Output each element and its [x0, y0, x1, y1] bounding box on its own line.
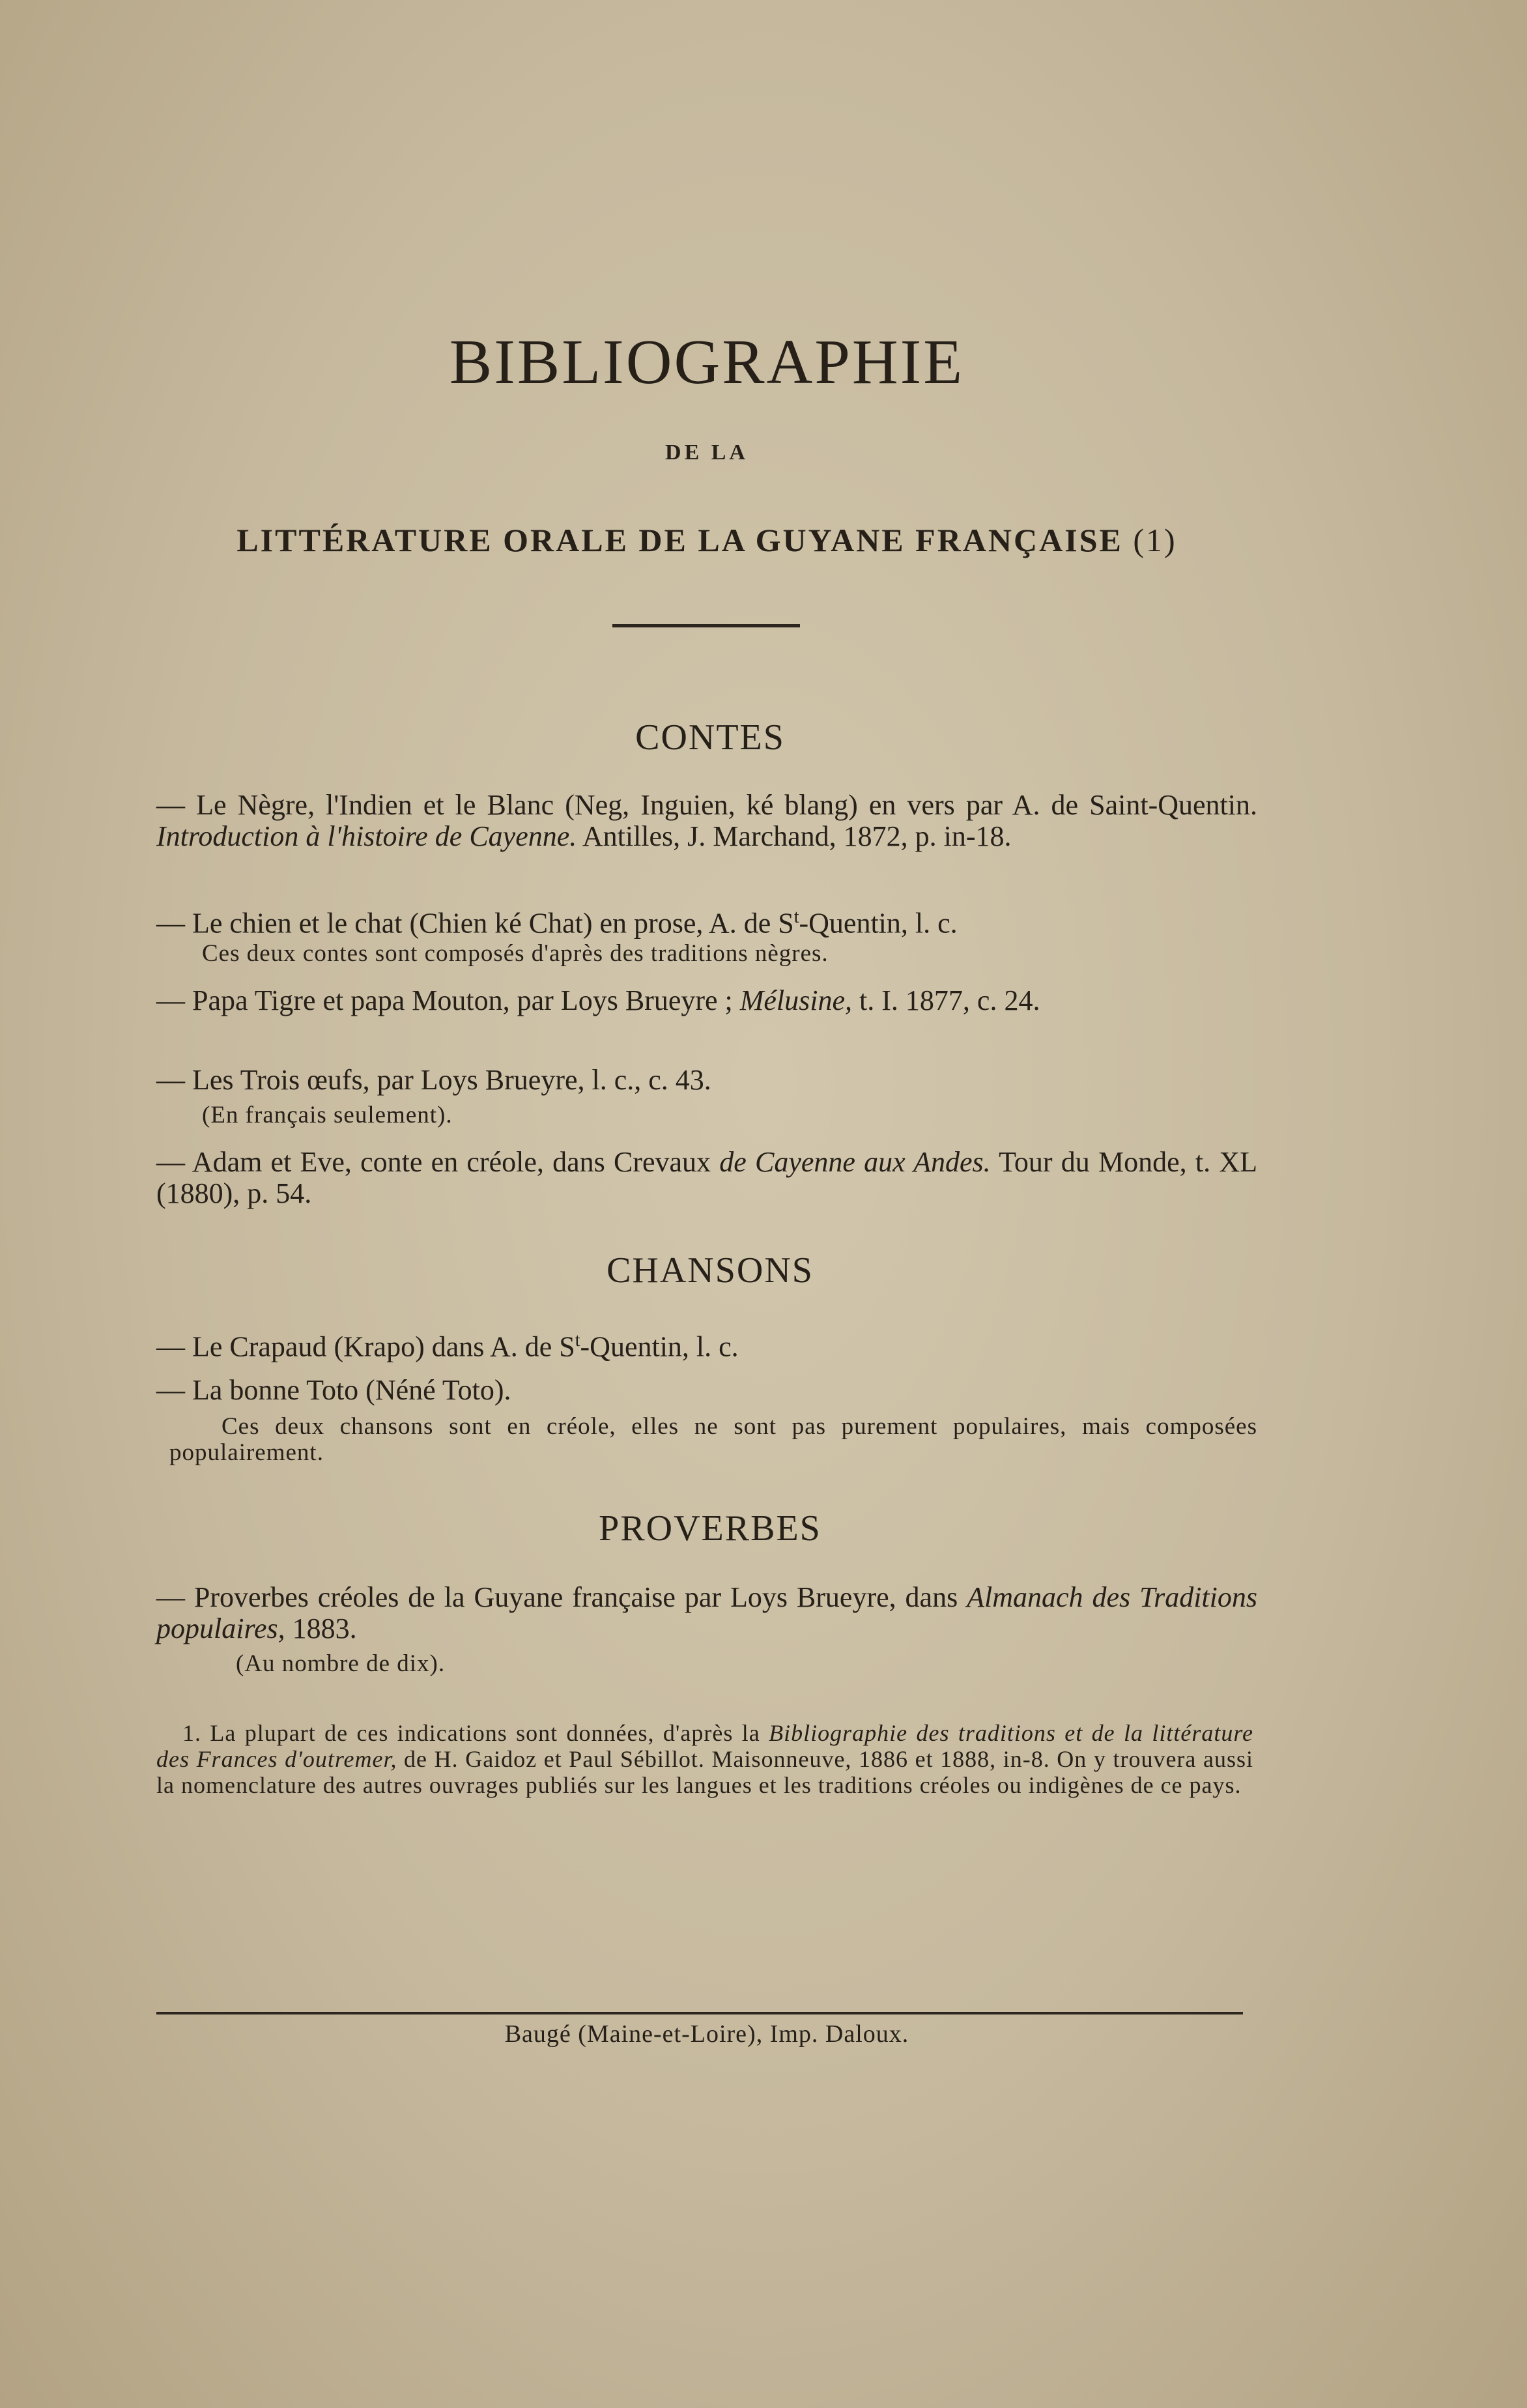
entry-text-end: Tour du Monde, t. XL (1880), p. 54.	[156, 1146, 1257, 1209]
imprint-line: Baugé (Maine-et-Loire), Imp. Daloux.	[504, 2020, 909, 2048]
section-heading-contes: CONTES	[635, 717, 785, 758]
entry-note-chansons: Ces deux chansons sont en créole, elles ne sont pas purement populaires, mais composées populairement.	[169, 1413, 1257, 1466]
entry-text: Adam et Eve, conte en créole, dans Crevaux	[192, 1146, 720, 1178]
entry-title: Mélusine,	[739, 984, 853, 1016]
footnote-text: La plupart de ces indications sont données, d'après la	[210, 1720, 769, 1746]
footnote-text-end: de H. Gaidoz et Paul Sébillot. Maisonneuve, 1886 et 1888, in-8. On y trouvera aussi la nomenclature des autres ouvrages publiés sur les langues et les traditions créoles ou indigènes de ce pays.	[156, 1746, 1253, 1798]
entry-note-proverbes: (Au nombre de dix).	[236, 1650, 446, 1677]
footnote-number: 1.	[182, 1720, 210, 1746]
entry-text: Proverbes créoles de la Guyane française par Loys Brueyre, dans	[193, 1581, 967, 1613]
entry-dash: —	[156, 1146, 192, 1178]
footnote-reference: (1)	[1133, 522, 1177, 558]
entry-text-end: t. I. 1877, c. 24.	[852, 984, 1040, 1016]
entry-dash: —	[156, 1374, 192, 1406]
entry-text: La bonne Toto (Néné Toto).	[192, 1374, 511, 1406]
entry-chansons-2	[156, 1375, 1257, 1406]
entry-dash: —	[156, 1064, 192, 1096]
entry-text: Papa Tigre et papa Mouton, par Loys Brueyre ;	[192, 984, 740, 1016]
section-heading-proverbes: PROVERBES	[599, 1508, 821, 1549]
entry-dash: —	[156, 984, 192, 1016]
imprint-divider	[156, 2012, 1243, 2014]
entry-title: de Cayenne aux Andes.	[719, 1146, 991, 1178]
entry-chansons-1	[156, 1325, 1257, 1363]
entry-title: Introduction à l'histoire de Cayenne.	[156, 820, 577, 852]
page-subtitle	[0, 521, 1414, 559]
title-connector: DE LA	[665, 440, 749, 465]
entry-proverbes-1	[156, 1582, 1257, 1644]
entry-text-end: -Quentin, l. c.	[580, 1330, 739, 1363]
footnote-title: Bibliographie des traditions et de la littérature des Frances d'outremer,	[156, 1720, 1253, 1772]
entry-note-french: (En français seulement).	[202, 1102, 453, 1128]
entry-contes-3	[156, 985, 1257, 1016]
section-heading-chansons: CHANSONS	[607, 1250, 814, 1291]
entry-text-end: -Quentin, l. c.	[799, 907, 958, 939]
entry-text-end: Antilles, J. Marchand, 1872, p. in-18.	[577, 820, 1012, 852]
entry-contes-1	[156, 790, 1257, 852]
entry-text: Le Nègre, l'Indien et le Blanc (Neg, Inguien, ké blang) en vers par A. de Saint-Quentin.	[196, 789, 1258, 821]
entry-superscript: t	[575, 1330, 580, 1351]
entry-dash: —	[156, 789, 197, 821]
entry-contes-5	[156, 1147, 1257, 1209]
entry-dash: —	[156, 1330, 192, 1363]
entry-note-contes: Ces deux contes sont composés d'après des traditions nègres.	[202, 940, 829, 967]
subtitle-text: LITTÉRATURE ORALE DE LA GUYANE FRANÇAISE	[236, 522, 1123, 558]
entry-superscript: t	[793, 907, 799, 927]
entry-dash: —	[156, 907, 192, 939]
entry-text: Les Trois œufs, par Loys Brueyre, l. c., c. 43.	[192, 1064, 711, 1096]
entry-title: Almanach des Traditions populaires,	[156, 1581, 1257, 1644]
entry-text: Le Crapaud (Krapo) dans A. de S	[192, 1330, 575, 1363]
page-title: BIBLIOGRAPHIE	[449, 327, 965, 397]
entry-contes-4	[156, 1065, 1257, 1096]
entry-text-end: 1883.	[285, 1612, 357, 1644]
footnote	[156, 1720, 1253, 1798]
entry-dash: —	[156, 1581, 194, 1613]
entry-contes-2	[156, 902, 1257, 939]
entry-text: Le chien et le chat (Chien ké Chat) en prose, A. de S	[192, 907, 794, 939]
title-divider	[612, 624, 800, 627]
